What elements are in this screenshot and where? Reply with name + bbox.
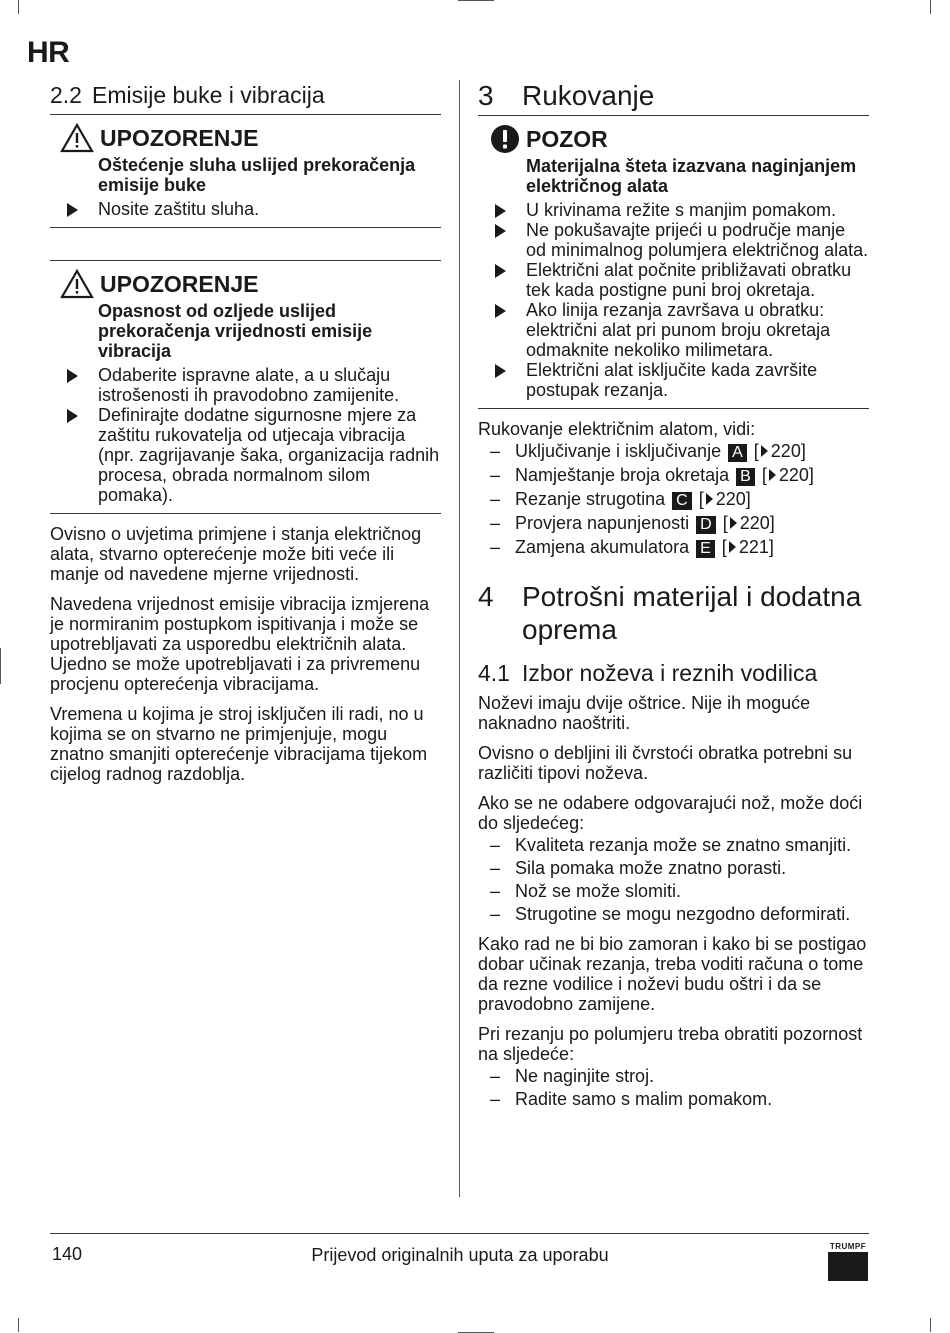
caution-box <box>478 124 869 409</box>
section-heading-2-2: 2.2 Emisije buke i vibracija <box>50 80 441 115</box>
figure-tag: C <box>672 492 692 510</box>
footer-divider <box>50 1233 869 1234</box>
logo-text: TRUMPF <box>829 1242 867 1251</box>
bullet-arrow-icon <box>495 264 506 278</box>
list-item: Definirajte dodatne sigurnosne mjere za zaštitu rukovatelja od utjecaja vibracija (npr. zagrijavanje šaka, organizacija radnih procesa, obrada normalnom silom pomaka). <box>50 405 441 505</box>
section-heading-3: 3 Rukovanje <box>478 80 869 116</box>
language-code: HR <box>27 36 70 69</box>
list-item: – Ne naginjite stroj. <box>490 1066 655 1086</box>
crop-mark <box>458 0 494 1</box>
cross-reference-item: – Uključivanje i isključivanje A [ 220] <box>490 441 806 461</box>
bullet-arrow-icon <box>495 304 506 318</box>
page-ref-arrow-icon <box>729 541 736 553</box>
crop-mark <box>930 1318 931 1332</box>
figure-tag: A <box>728 444 747 462</box>
paragraph: Ako se ne odabere odgovarajući nož, može doći do sljedećeg: <box>478 793 863 833</box>
list-item: Električni alat isključite kada završite postupak rezanja. <box>478 360 869 400</box>
list-item: – Kvaliteta rezanja može se znatno smanjiti. <box>490 835 852 855</box>
bullet-arrow-icon <box>67 369 78 383</box>
list-item: U krivinama režite s manjim pomakom. <box>478 200 869 220</box>
bullet-arrow-icon <box>67 203 78 217</box>
section-heading-4-1: 4.1 Izbor noževa i reznih vodilica <box>478 660 818 686</box>
paragraph: Pri rezanju po polumjeru treba obratiti pozornost na sljedeće: <box>478 1024 863 1064</box>
handling-list <box>478 441 869 558</box>
paragraph: Noževi imaju dvije oštrice. Nije ih moguće naknadno naoštriti. <box>478 693 811 733</box>
caution-subtitle: Materijalna šteta izazvana naginjanjem električnog alata <box>526 156 857 196</box>
cross-reference-item: – Zamjena akumulatora E [ 221] <box>490 537 774 557</box>
page-ref-arrow-icon <box>706 493 713 505</box>
page-ref-arrow-icon <box>769 469 776 481</box>
figure-tag: D <box>696 516 716 534</box>
consequence-list <box>478 835 869 924</box>
cross-reference-item: – Provjera napunjenosti D [ 220] <box>490 513 775 533</box>
warning-box-vibration <box>50 260 441 514</box>
warning-box-noise <box>50 123 441 228</box>
paragraph: Ovisno o uvjetima primjene i stanja električnog alata, stvarno opterećenje može biti veće ili manje od navedene mjerne vrijednosti. <box>50 524 422 584</box>
list-item: Odaberite ispravne alate, a u slučaju istrošenosti ih pravodobno zamijenite. <box>50 365 441 405</box>
exclamation-circle-icon <box>490 124 520 154</box>
page-reference[interactable]: 220] <box>739 513 775 533</box>
warning-triangle-icon <box>60 123 94 153</box>
bullet-arrow-icon <box>495 364 506 378</box>
warning-subtitle: Opasnost od ozljede uslijed prekoračenja vrijednosti emisije vibracija <box>98 301 373 361</box>
crop-mark <box>0 648 1 684</box>
list-item: Električni alat počnite približavati obratku tek kada postigne puni broj okretaja. <box>478 260 869 300</box>
paragraph: Kako rad ne bi bio zamoran i kako bi se postigao dobar učinak rezanja, treba voditi računa o tome da rezne vodilice i noževi budu oštri i da se pravodobno zamijene. <box>478 934 867 1014</box>
paragraph: Vremena u kojima je stroj isključen ili radi, no u kojima se on stvarno ne primjenjuje, mogu znatno smanjiti opterećenje vibracijama tijekom cijelog radnog razdoblja. <box>50 704 428 784</box>
crop-mark <box>18 1318 19 1332</box>
caution-title: POZOR <box>526 124 869 154</box>
warning-title: UPOZORENJE <box>98 123 441 153</box>
list-item: – Nož se može slomiti. <box>490 881 682 901</box>
figure-tag: E <box>696 540 715 558</box>
cross-reference-item: – Namještanje broja okretaja B [ 220] <box>490 465 814 485</box>
trumpf-logo <box>828 1242 868 1281</box>
page-number: 140 <box>52 1244 83 1264</box>
column-divider <box>459 80 460 1197</box>
page-reference[interactable]: 220] <box>778 465 814 485</box>
crop-mark <box>930 0 931 14</box>
logo-block <box>828 1252 868 1281</box>
crop-mark <box>18 0 19 14</box>
bullet-arrow-icon <box>67 409 78 423</box>
bullet-arrow-icon <box>495 224 506 238</box>
page-ref-arrow-icon <box>761 445 768 457</box>
radius-cut-list <box>478 1066 869 1109</box>
paragraph: Rukovanje električnim alatom, vidi: <box>478 419 756 439</box>
paragraph: Navedena vrijednost emisije vibracija izmjerena je normiranim postupkom ispitivanja i može se upotrebljavati za usporedbu električnih alata. Ujedno se može upotrebljavati i za privremenu procjenu opterećenja vibracijama. <box>50 594 430 694</box>
list-item: Nosite zaštitu sluha. <box>50 199 441 219</box>
list-item: Ako linija rezanja završava u obratku: električni alat pri punom broju okretaja odmaknite nekoliko milimetara. <box>478 300 869 360</box>
section-heading-4: 4 Potrošni materijal i dodatna oprema <box>478 581 862 645</box>
page-reference[interactable]: 220] <box>715 489 751 509</box>
footer-title: Prijevod originalnih uputa za uporabu <box>311 1245 609 1265</box>
warning-subtitle: Oštećenje sluha uslijed prekoračenja emisije buke <box>98 155 416 195</box>
page-ref-arrow-icon <box>730 517 737 529</box>
list-item: – Sila pomaka može znatno porasti. <box>490 858 787 878</box>
page-reference[interactable]: 220] <box>770 441 806 461</box>
page-reference[interactable]: 221] <box>738 537 774 557</box>
paragraph: Ovisno o debljini ili čvrstoći obratka potrebni su različiti tipovi noževa. <box>478 743 853 783</box>
warning-triangle-icon <box>60 269 94 299</box>
list-item: – Strugotine se mogu nezgodno deformirati. <box>490 904 851 924</box>
bullet-arrow-icon <box>495 204 506 218</box>
list-item: – Radite samo s malim pomakom. <box>490 1089 773 1109</box>
figure-tag: B <box>736 468 755 486</box>
warning-title: UPOZORENJE <box>98 269 441 299</box>
left-column <box>50 80 441 784</box>
right-column <box>478 80 869 1112</box>
cross-reference-item: – Rezanje strugotina C [ 220] <box>490 489 751 509</box>
list-item: Ne pokušavajte prijeći u područje manje od minimalnog polumjera električnog alata. <box>478 220 869 260</box>
